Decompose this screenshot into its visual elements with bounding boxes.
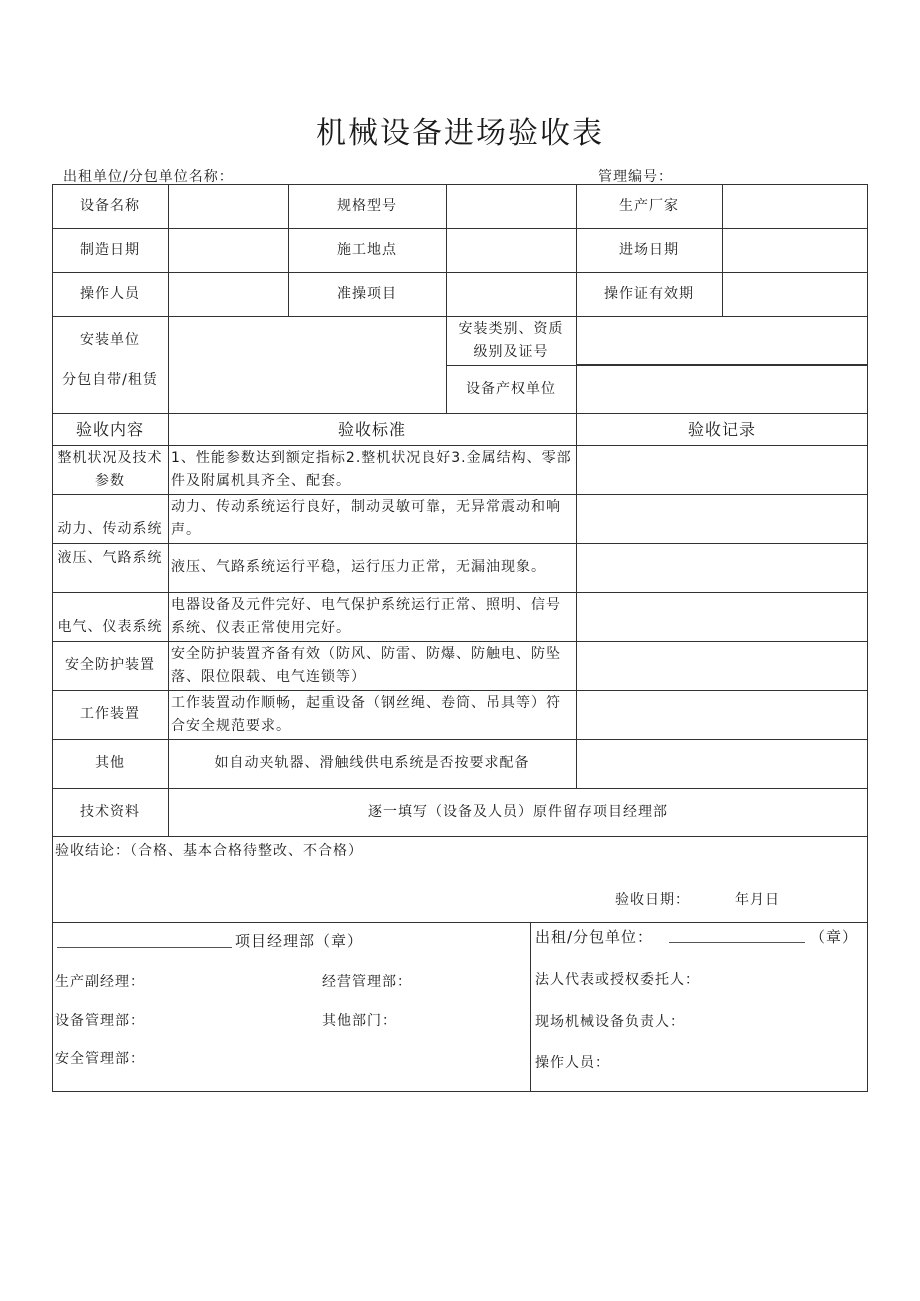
grid-line: [722, 184, 723, 316]
grid-line: [530, 922, 531, 1092]
cert-validity-label: 操作证有效期: [604, 285, 694, 302]
row-standard: 如自动夹轨器、滑触线供电系统是否按要求配备: [214, 755, 530, 771]
property-unit-label: 设备产权单位: [466, 380, 556, 397]
install-unit-label: 安装单位: [80, 332, 140, 348]
column-header-content: 验收内容: [75, 419, 144, 439]
column-header-record: 验收记录: [687, 419, 756, 439]
lessor-unit-label: 出租/分包单位：: [535, 928, 654, 946]
project-dept-blank: [57, 947, 232, 948]
equip-mgmt-label: 设备管理部：: [55, 1013, 145, 1029]
manufacture-date-label: 制造日期: [80, 241, 140, 258]
other-dept-label: 其他部门：: [322, 1013, 397, 1029]
spec-model-label: 规格型号: [337, 197, 397, 214]
grid-line: [52, 228, 868, 229]
row-content: 液压、气路系统: [57, 549, 163, 566]
column-header-standard: 验收标准: [337, 419, 406, 439]
row-content: 整机状况及技术参数: [57, 449, 163, 489]
prod-deputy-label: 生产副经理：: [55, 974, 145, 990]
conclusion-label: 验收结论：（合格、基本合格待整改、不合格）: [55, 843, 363, 859]
entry-date-label: 进场日期: [619, 241, 679, 258]
manufacturer-label: 生产厂家: [619, 197, 679, 214]
grid-line: [52, 922, 868, 923]
row-standard: 液压、气路系统运行平稳，运行压力正常，无漏油现象。: [171, 559, 546, 575]
lessor-unit-blank: [669, 942, 805, 943]
row-standard: 动力、传动系统运行良好，制动灵敏可靠，无异常震动和响声。: [171, 498, 561, 538]
operators-label: 操作人员：: [535, 1055, 610, 1071]
legal-rep-label: 法人代表或授权委托人：: [535, 972, 700, 988]
grid-line: [52, 272, 868, 273]
project-dept-seal: 项目经理部（章）: [235, 932, 364, 950]
lessor-seal-label: （章）: [810, 928, 859, 946]
row-standard: 1、性能参数达到额定指标2.整机状况良好3.金属结构、零部件及附属机具齐全、配套。: [171, 449, 572, 489]
install-class-label: 安装类别、资质级别及证号: [458, 320, 564, 360]
grid-line: [576, 364, 868, 365]
row-standard: 安全防护装置齐备有效（防风、防雷、防爆、防触电、防坠落、限位限载、电气连锁等）: [171, 645, 561, 685]
page-title: 机械设备进场验收表: [316, 116, 604, 151]
row-content: 动力、传动系统: [57, 521, 163, 537]
safety-mgmt-label: 安全管理部：: [55, 1051, 145, 1067]
equipment-name-label: 设备名称: [80, 197, 140, 214]
tech-docs-label: 技术资料: [80, 803, 140, 820]
row-content: 工作装置: [80, 706, 140, 722]
lessor-name-label: 出租单位/分包单位名称：: [63, 169, 234, 185]
row-standard: 工作装置动作顺畅，起重设备（钢丝绳、卷筒、吊具等）符合安全规范要求。: [171, 694, 561, 734]
tech-docs-value: 逐一填写（设备及人员）原件留存项目经理部: [368, 803, 668, 820]
permit-item-label: 准操项目: [337, 285, 397, 302]
sub-own-rent-label: 分包自带/租赁: [62, 371, 158, 388]
biz-mgmt-label: 经营管理部：: [322, 974, 412, 990]
site-label: 施工地点: [337, 241, 397, 258]
row-standard: 电器设备及元件完好、电气保护系统运行正常、照明、信号系统、仪表正常使用完好。: [171, 596, 561, 636]
acceptance-date-label: 验收日期：: [615, 892, 690, 908]
row-content: 安全防护装置: [65, 657, 155, 673]
operator-label: 操作人员: [80, 285, 140, 302]
site-manager-label: 现场机械设备负责人：: [535, 1014, 685, 1030]
row-content: 电气、仪表系统: [57, 619, 163, 635]
grid-line: [52, 836, 868, 837]
acceptance-date-value: 年月日: [735, 892, 780, 908]
row-content: 其他: [95, 755, 125, 771]
management-number-label: 管理编号：: [598, 169, 673, 185]
